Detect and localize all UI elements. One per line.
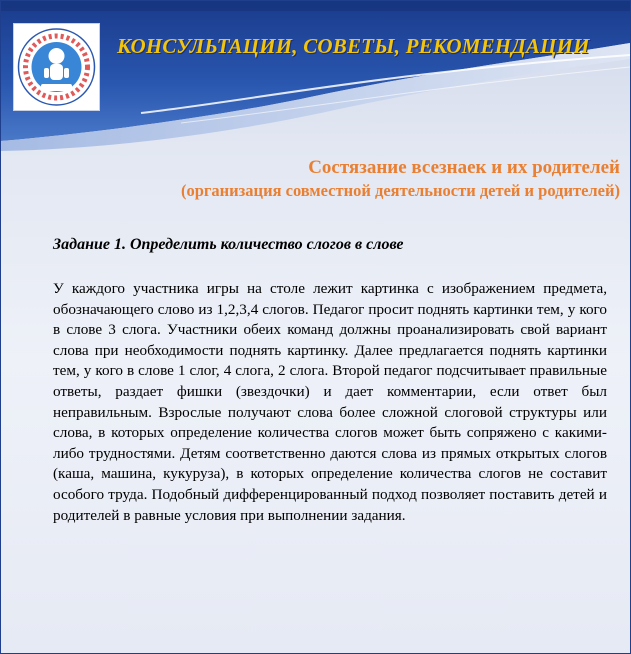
- section-subtitle: (организация совместной деятельности детей и родителей): [181, 181, 620, 200]
- task-body-text: У каждого участника игры на столе лежит картинка с изображением предмета, обозначающего слово из 1,2,3,4 слогов. Педагог просит поднять картинки тем, у кого в слове 3 слога. Участники обеих команд должны проанализировать свой вариант слова при необходимости поднять картинку. Далее предлагается поднять картинки тем, у кого в слове 1 слог, 4 слога, 2 слога. Второй педагог подсчитывает правильные ответы, раздает фишки (звездочки) и дает комментарии, если ответ был неправильным. Взрослые получают слова более сложной слоговой структуры или слова, в которых определение количества слогов может быть сопряжено с какими-либо трудностями. Детям соответственно даются слова из прямых открытых слогов (каша, машина, кукуруза), в которых определение количества слогов не составит особого труда. Подобный дифференцированный подход позволяет поставить детей и родителей в равные условия при выполнении задания.: [53, 280, 607, 524]
- task-heading: Задание 1. Определить количество слогов в слове: [53, 236, 404, 253]
- section-title: Состязание всезнаек и их родителей: [308, 157, 620, 178]
- header-title: КОНСУЛЬТАЦИИ, СОВЕТЫ, РЕКОМЕНДАЦИИ: [117, 34, 590, 58]
- organization-logo: [13, 23, 100, 111]
